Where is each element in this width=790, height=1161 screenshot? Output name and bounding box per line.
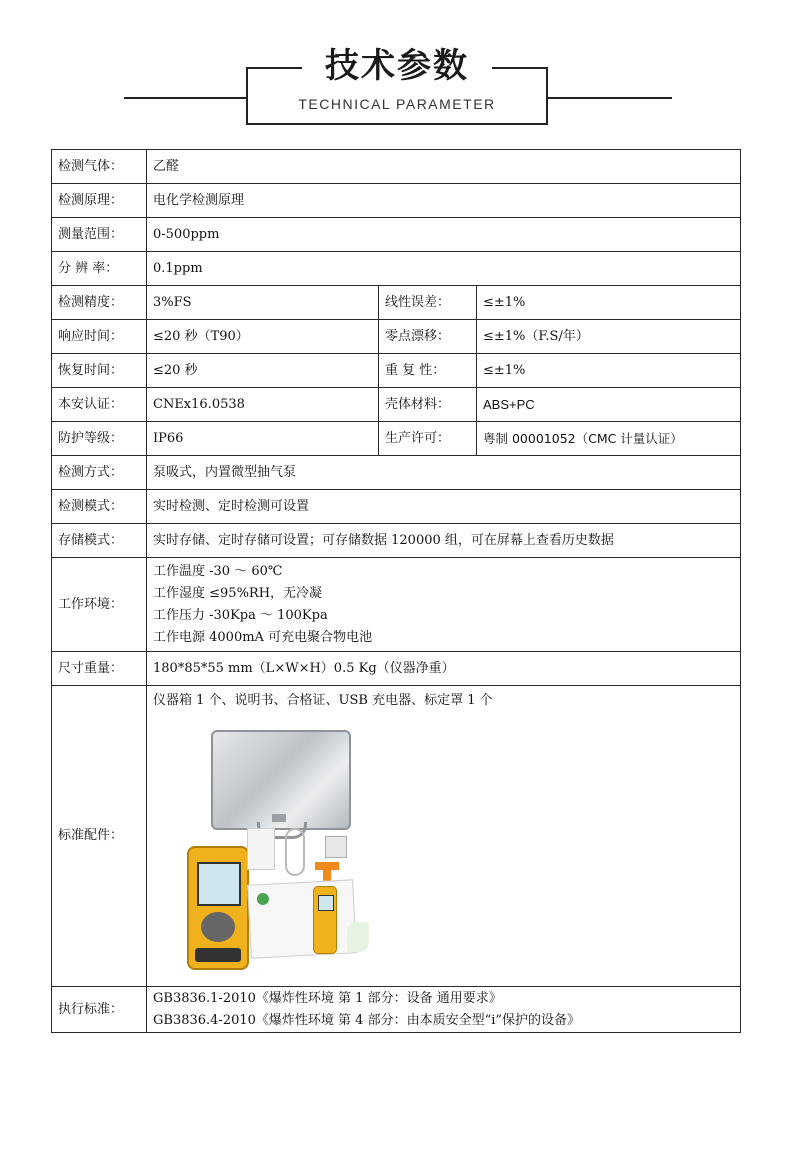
value-license: 粤制 00001052（CMC 计量认证） xyxy=(477,422,741,456)
detector-screen xyxy=(197,862,241,906)
value-safety: CNEx16.0538 xyxy=(147,388,379,422)
value-size: 180*85*55 mm（L×W×H）0.5 Kg（仪器净重） xyxy=(147,652,741,686)
case-lock xyxy=(272,814,286,822)
manual-logo-icon xyxy=(257,893,270,906)
label-principle: 检测原理： xyxy=(52,184,147,218)
value-protection: IP66 xyxy=(147,422,379,456)
row-size xyxy=(52,652,741,686)
row-principle xyxy=(52,184,741,218)
row-resolution xyxy=(52,252,741,286)
label-license: 生产许可： xyxy=(379,422,477,456)
row-method xyxy=(52,456,741,490)
header-rule-left xyxy=(124,97,246,99)
value-storage: 实时存储、定时存储可设置；可存储数据 120000 组，可在屏幕上查看历史数据 xyxy=(147,524,741,558)
page-title: 技术参数 xyxy=(325,46,469,86)
value-zero-drift: ≤±1%（F.S/年） xyxy=(477,320,741,354)
label-resolution: 分 辨 率： xyxy=(52,252,147,286)
label-zero-drift: 零点漂移： xyxy=(379,320,477,354)
label-safety: 本安认证： xyxy=(52,388,147,422)
row-range xyxy=(52,218,741,252)
value-range: 0-500ppm xyxy=(147,218,741,252)
certificate-card xyxy=(247,828,275,870)
label-size: 尺寸重量： xyxy=(52,652,147,686)
row-standards xyxy=(52,987,741,1033)
label-accuracy: 检测精度： xyxy=(52,286,147,320)
row-accuracy xyxy=(52,286,741,320)
row-mode xyxy=(52,490,741,524)
standard-1: GB3836.1-2010《爆炸性环境 第 1 部分：设备 通用要求》 xyxy=(153,990,502,1006)
env-power: 工作电源 4000mA 可充电聚合物电池 xyxy=(153,629,373,645)
value-repeatability: ≤±1% xyxy=(477,354,741,388)
label-range: 测量范围： xyxy=(52,218,147,252)
value-accessories: 仪器箱 1 个、说明书、合格证、USB 充电器、标定罩 1 个 xyxy=(153,693,493,708)
row-storage xyxy=(52,524,741,558)
product-photo xyxy=(147,686,407,986)
usb-cable xyxy=(285,828,305,876)
env-humidity: 工作湿度 ≤95%RH，无冷凝 xyxy=(153,585,323,601)
detector-keypad xyxy=(201,912,235,942)
value-mode: 实时检测、定时检测可设置 xyxy=(147,490,741,524)
row-accessories xyxy=(52,686,741,987)
row-environment xyxy=(52,558,741,652)
value-resolution: 0.1ppm xyxy=(147,252,741,286)
label-protection: 防护等级： xyxy=(52,422,147,456)
usb-charger xyxy=(325,836,347,858)
page-subtitle: TECHNICAL PARAMETER xyxy=(298,96,496,112)
row-protection xyxy=(52,422,741,456)
value-gas: 乙醛 xyxy=(147,150,741,184)
label-mode: 检测模式： xyxy=(52,490,147,524)
value-accuracy: 3%FS xyxy=(147,286,379,320)
label-repeatability: 重 复 性： xyxy=(379,354,477,388)
label-accessories: 标准配件： xyxy=(52,686,147,987)
gas-detector xyxy=(187,846,249,970)
row-gas xyxy=(52,150,741,184)
row-response xyxy=(52,320,741,354)
value-response: ≤20 秒（T90） xyxy=(147,320,379,354)
manual-device-screen xyxy=(318,895,334,911)
row-safety xyxy=(52,388,741,422)
spec-table xyxy=(51,149,741,1033)
manual-leaf-graphic xyxy=(347,922,369,952)
label-environment: 工作环境： xyxy=(52,558,147,652)
value-housing: ABS+PC xyxy=(477,388,741,422)
env-pressure: 工作压力 -30Kpa ～ 100Kpa xyxy=(153,607,328,623)
manual-device-picture xyxy=(313,886,337,954)
user-manual xyxy=(247,879,357,958)
label-standards: 执行标准： xyxy=(52,987,147,1033)
value-environment xyxy=(147,558,741,652)
header-rule-right xyxy=(548,97,672,99)
value-method: 泵吸式，内置微型抽气泵 xyxy=(147,456,741,490)
calibration-cap-stem xyxy=(323,862,331,882)
value-principle: 电化学检测原理 xyxy=(147,184,741,218)
label-method: 检测方式： xyxy=(52,456,147,490)
label-linearity: 线性误差： xyxy=(379,286,477,320)
row-recovery xyxy=(52,354,741,388)
label-response: 响应时间： xyxy=(52,320,147,354)
label-gas: 检测气体： xyxy=(52,150,147,184)
value-recovery: ≤20 秒 xyxy=(147,354,379,388)
standard-2: GB3836.4-2010《爆炸性环境 第 4 部分：由本质安全型“i”保护的设备》 xyxy=(153,1012,581,1028)
env-temperature: 工作温度 -30 ～ 60℃ xyxy=(153,563,283,579)
value-linearity: ≤±1% xyxy=(477,286,741,320)
detector-base xyxy=(195,948,241,962)
label-housing: 壳体材料： xyxy=(379,388,477,422)
label-storage: 存储模式： xyxy=(52,524,147,558)
value-standards xyxy=(147,987,741,1033)
label-recovery: 恢复时间： xyxy=(52,354,147,388)
value-accessories-cell xyxy=(147,686,741,987)
